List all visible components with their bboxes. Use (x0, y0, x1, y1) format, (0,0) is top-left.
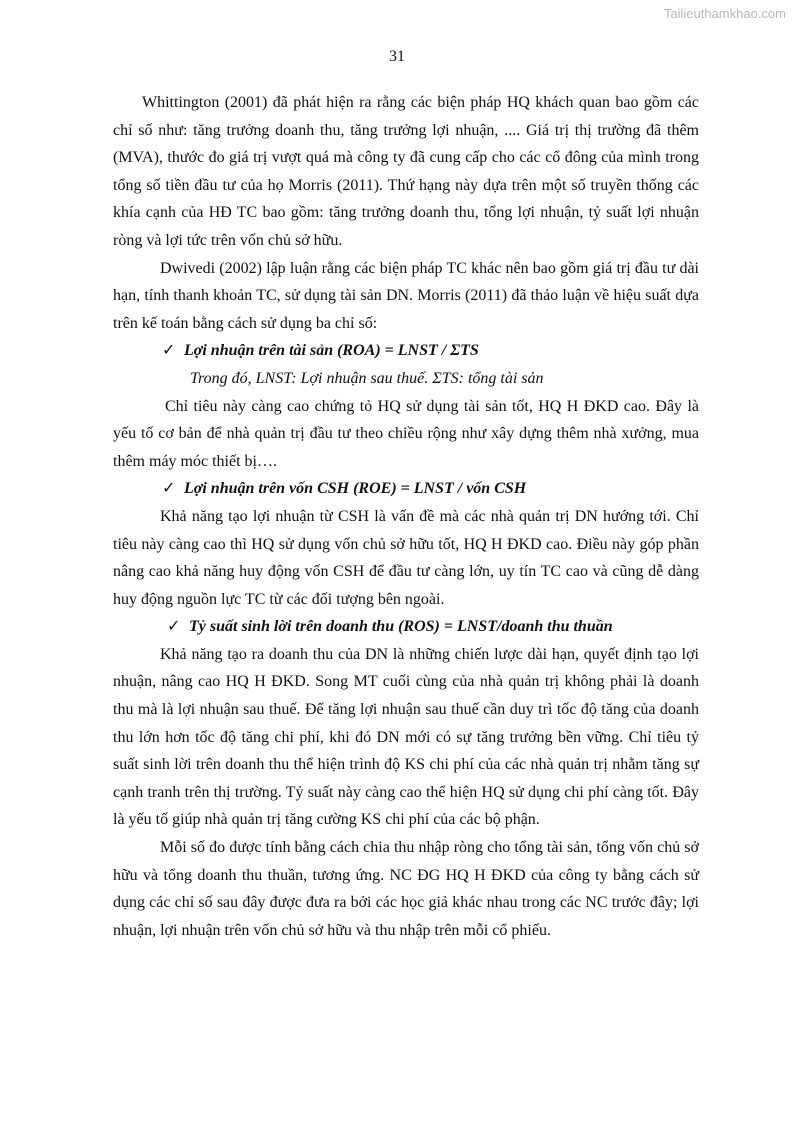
roa-note: Trong đó, LNST: Lợi nhuận sau thuế. ΣTS: tổng tài sản (190, 369, 544, 387)
bullet-roa-text: Lợi nhuận trên tài sản (ROA) = LNST / ΣTS (184, 342, 479, 360)
paragraph-measures-summary: Mỗi số đo được tính bằng cách chia thu nhập ròng cho tổng tài sản, tổng vốn chủ sở hữu và tổng doanh thu thuần, tương ứng. NC ĐG HQ H ĐKD của công ty bằng cách sử dụng các chỉ số sau đây được đưa ra bởi các học giả khác nhau trong các NC trước đây; lợi nhuận, lợi nhuận trên vốn chủ sở hữu và thu nhập trên mỗi cổ phiếu. (113, 839, 699, 939)
checkmark-icon: ✓ (162, 342, 176, 360)
paragraph-roa-explanation: Chỉ tiêu này càng cao chứng tỏ HQ sử dụng tài sản tốt, HQ H ĐKD cao. Đây là yếu tố cơ bản để nhà quản trị đầu tư theo chiều rộng như xây dựng thêm nhà xưởng, mua thêm máy móc thiết bị…. (113, 397, 699, 470)
bullet-ros (113, 613, 699, 641)
document-body (113, 89, 699, 944)
bullet-roa (113, 337, 699, 365)
page-number: 31 (389, 48, 405, 65)
watermark: Tailieuthamkhao.com (663, 6, 786, 21)
paragraph-dwivedi: Dwivedi (2002) lập luận rằng các biện pháp TC khác nên bao gồm giá trị đầu tư dài hạn, tính thanh khoản TC, sử dụng tài sản DN. Morris (2011) đã thảo luận về hiệu suất dựa trên kế toán bằng cách sử dụng ba chỉ số: (113, 259, 699, 332)
checkmark-icon: ✓ (167, 618, 181, 636)
bullet-roe-text: Lợi nhuận trên vốn CSH (ROE) = LNST / vốn CSH (184, 480, 527, 498)
bullet-roe (113, 475, 699, 503)
bullet-ros-text: Tỷ suất sinh lời trên doanh thu (ROS) = LNST/doanh thu thuần (189, 618, 613, 636)
paragraph-whittington: Whittington (2001) đã phát hiện ra rằng các biện pháp HQ khách quan bao gồm các chỉ số như: tăng trưởng doanh thu, tăng trưởng lợi nhuận, .... Giá trị thị trường đã thêm (MVA), thước đo giá trị vượt quá mà công ty đã cung cấp cho các cổ đông của mình trong tổng số tiền đầu tư của họ Morris (2011). Thứ hạng này dựa trên một số truyền thống các khía cạnh của HĐ TC bao gồm: tăng trưởng doanh thu, tổng lợi nhuận, tỷ suất lợi nhuận ròng và lợi tức trên vốn chủ sở hữu. (113, 94, 699, 249)
paragraph-roe-explanation: Khả năng tạo lợi nhuận từ CSH là vấn đề mà các nhà quản trị DN hướng tới. Chỉ tiêu này càng cao thì HQ sử dụng vốn chủ sở hữu tốt, HQ H ĐKD cao. Điều này góp phần nâng cao khả năng huy động vốn CSH để đầu tư càng lớn, uy tín TC cao và cũng dễ dàng huy động nguồn lực TC từ các đối tượng bên ngoài. (113, 507, 699, 608)
paragraph-ros-explanation: Khả năng tạo ra doanh thu của DN là những chiến lược dài hạn, quyết định tạo lợi nhuận, nâng cao HQ H ĐKD. Song MT cuối cùng của nhà quản trị không phải là doanh thu mà là lợi nhuận sau thuế. Để tăng lợi nhuận sau thuế cần duy trì tốc độ tăng của doanh thu lớn hơn tốc độ tăng chi phí, khi đó DN mới có sự tăng trưởng bền vững. Chỉ tiêu tỷ suất sinh lời trên doanh thu thể hiện trình độ KS chi phí của các nhà quản trị nhằm tăng sự cạnh tranh trên thị trường. Tỷ suất này càng cao thể hiện HQ sử dụng chi phí càng tốt. Đây là yếu tố giúp nhà quản trị tăng cường KS chi phí của các bộ phận. (113, 645, 699, 829)
checkmark-icon: ✓ (162, 480, 176, 498)
